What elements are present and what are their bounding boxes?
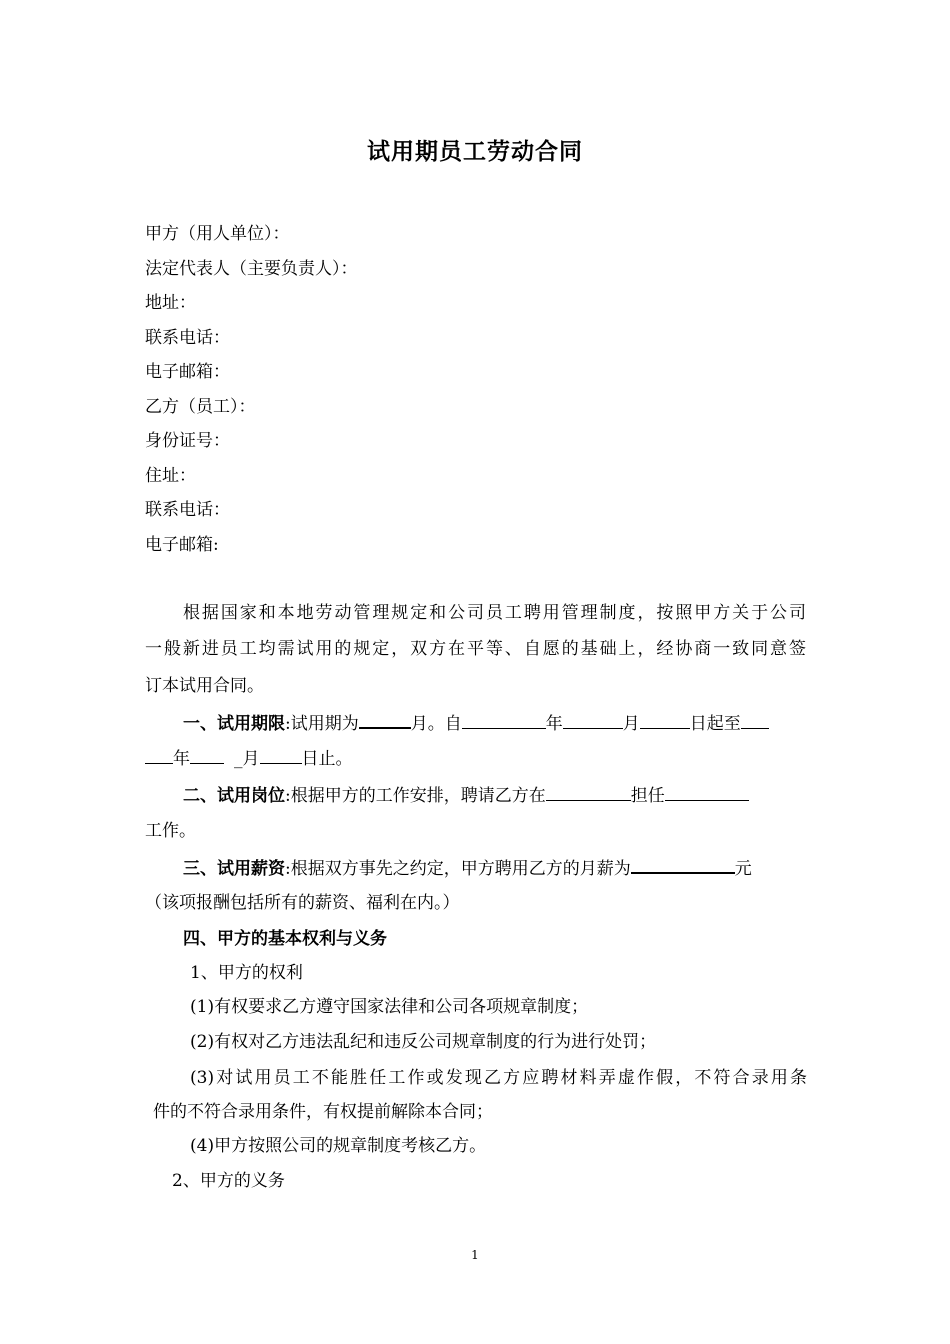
right-item-3-line-2: 件的不符合录用条件，有权提前解除本合同；: [153, 1102, 493, 1122]
intro-line-2: 一般新进员工均需试用的规定，双方在平等、自愿的基础上，经协商一致同意签: [145, 639, 806, 659]
party-a-rights-heading: 1、甲方的权利: [190, 963, 303, 983]
page-number: 1: [471, 1248, 479, 1262]
section-3-heading: 三、试用薪资: [183, 859, 285, 879]
section-3-line-1: 三、试用薪资:根据双方事先之约定，甲方聘用乙方的月薪为 元: [183, 856, 752, 880]
end-month-blank[interactable]: [190, 747, 224, 764]
right-item-3-line-1: (3)对试用员工不能胜任工作或发现乙方应聘材料弄虚作假，不符合录用条: [190, 1068, 807, 1088]
end-year-blank-part-1[interactable]: [741, 712, 769, 729]
end-year-blank-part-2[interactable]: [145, 747, 173, 764]
start-year-blank[interactable]: [462, 712, 546, 729]
end-day-blank[interactable]: [260, 747, 302, 764]
section-3-line-2: （该项报酬包括所有的薪资、福利在内。）: [145, 893, 460, 913]
party-b-phone: 联系电话：: [145, 500, 230, 520]
party-a-email: 电子邮箱：: [145, 362, 230, 382]
department-blank[interactable]: [546, 784, 631, 801]
section-2-heading: 二、试用岗位: [183, 786, 285, 806]
start-day-blank[interactable]: [640, 712, 690, 729]
intro-line-1: 根据国家和本地劳动管理规定和公司员工聘用管理制度，按照甲方关于公司: [183, 603, 806, 623]
start-month-blank[interactable]: [563, 712, 623, 729]
intro-line-3: 订本试用合同。: [145, 676, 264, 696]
right-item-1: (1)有权要求乙方遵守国家法律和公司各项规章制度；: [190, 997, 589, 1017]
party-b-email: 电子邮箱:: [145, 535, 219, 555]
right-item-4: (4)甲方按照公司的规章制度考核乙方。: [190, 1136, 487, 1156]
trial-months-blank[interactable]: [359, 711, 411, 729]
monthly-salary-blank[interactable]: [631, 856, 735, 874]
section-2-line-1: 二、试用岗位:根据甲方的工作安排，聘请乙方在 担任: [183, 784, 749, 807]
section-1-line-1: 一、试用期限:试用期为 月。自 年 月 日起至: [183, 711, 769, 735]
position-blank[interactable]: [665, 784, 749, 801]
section-1-heading: 一、试用期限: [183, 714, 285, 734]
party-a-representative: 法定代表人（主要负责人）：: [145, 259, 358, 279]
document-title: 试用期员工劳动合同: [367, 139, 583, 165]
section-4-heading: 四、甲方的基本权利与义务: [183, 929, 387, 949]
party-a-phone: 联系电话：: [145, 328, 230, 348]
party-b-address: 住址：: [145, 466, 196, 486]
party-a-address: 地址：: [145, 293, 196, 313]
section-2-line-2: 工作。: [145, 821, 196, 841]
right-item-2: (2)有权对乙方违法乱纪和违反公司规章制度的行为进行处罚；: [190, 1032, 657, 1052]
party-a-label: 甲方（用人单位）：: [145, 224, 290, 244]
party-b-label: 乙方（员工）：: [145, 397, 256, 417]
party-b-id: 身份证号：: [145, 431, 230, 451]
party-a-duties-heading: 2、甲方的义务: [172, 1171, 285, 1191]
section-1-line-2: 年 _月 日止。: [145, 747, 353, 770]
